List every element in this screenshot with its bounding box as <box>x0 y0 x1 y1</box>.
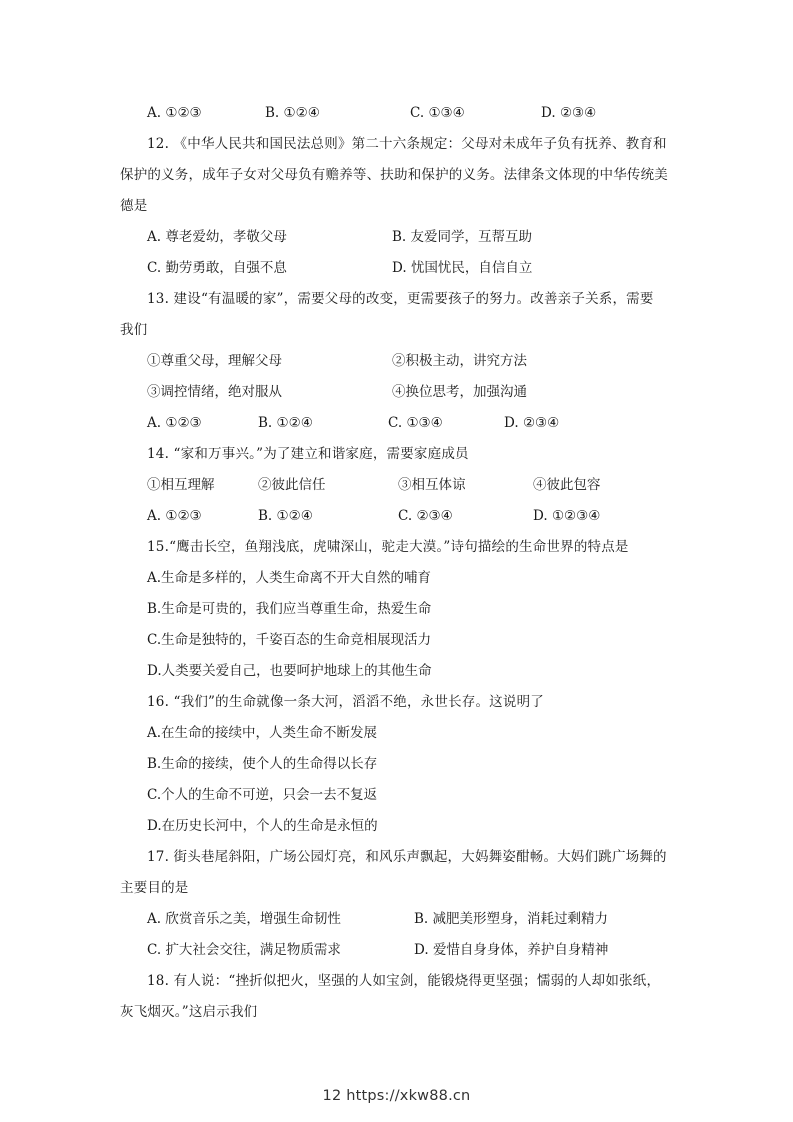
option-text: ①②③ <box>165 415 202 431</box>
option-a <box>147 227 287 247</box>
option-text: 扩大社会交往，满足物质需求 <box>165 942 341 958</box>
option-text: ①②③④ <box>551 508 601 524</box>
option-label: D. <box>533 508 548 524</box>
option-label: C. <box>147 260 162 276</box>
option-text: ①②④ <box>283 105 320 121</box>
option-text: 爱惜自身身体，养护自身精神 <box>432 942 609 958</box>
option-text: ②③④ <box>416 508 453 524</box>
option-b <box>258 506 313 526</box>
option-label: A. <box>147 105 162 121</box>
option-text: ②③④ <box>522 415 560 431</box>
question-stem: 保护的义务，成年子女对父母负有赡养等、扶助和保护的义务。法律条文体现的中华传统美 <box>120 167 668 183</box>
option-text: ①②④ <box>276 415 313 431</box>
question-stem: 18. 有人说：“挫折似把火，坚强的人如宝剑，能锻烧得更坚强；懦弱的人却如张纸， <box>147 973 661 989</box>
option-label: B. <box>392 229 407 245</box>
option-label: C. <box>410 105 425 121</box>
option-text: 忧国忧民，自信自立 <box>410 260 533 276</box>
statement-1: ①相互理解 <box>147 477 215 493</box>
option-label: C. <box>147 942 162 958</box>
option-d <box>414 940 608 960</box>
option-label: B. <box>258 508 273 524</box>
question-stem: 德是 <box>120 198 148 214</box>
option-text: ①②③ <box>165 508 202 524</box>
option-text: ②③④ <box>559 105 597 121</box>
option-b <box>414 909 608 929</box>
statement-1: ①尊重父母，理解父母 <box>147 353 282 369</box>
option-c: C.个人的生命不可逆，只会一去不复返 <box>147 787 378 803</box>
page-footer: 12 https://xkw88.cn <box>322 1088 471 1104</box>
option-label: B. <box>258 415 273 431</box>
question-stem: 16. “我们”的生命就像一条大河，滔滔不绝，永世长存。这说明了 <box>147 694 544 710</box>
option-label: D. <box>414 942 429 958</box>
option-text: 减肥美形塑身，消耗过剩精力 <box>432 911 609 927</box>
statement-4: ④彼此包容 <box>533 477 601 493</box>
question-stem: 15.“鹰击长空，鱼翔浅底，虎啸深山，驼走大漠。”诗句描绘的生命世界的特点是 <box>147 539 629 555</box>
question-stem: 14. “家和万事兴。”为了建立和谐家庭，需要家庭成员 <box>147 446 469 462</box>
statement-4: ④换位思考，加强沟通 <box>392 384 527 400</box>
question-stem: 我们 <box>120 322 148 338</box>
option-label: A. <box>147 229 162 245</box>
option-label: B. <box>414 911 429 927</box>
option-c <box>398 506 453 526</box>
question-stem: 17. 街头巷尾斜阳，广场公园灯亮，和风乐声飘起，大妈舞姿酣畅。大妈们跳广场舞的 <box>147 849 667 865</box>
option-c <box>388 413 443 433</box>
question-stem: 12. 《中华人民共和国民法总则》第二十六条规定：父母对未成年子负有抚养、教育和 <box>147 136 667 152</box>
option-a <box>147 909 341 929</box>
option-label: D. <box>541 105 556 121</box>
option-a <box>147 413 202 433</box>
option-c <box>147 940 341 960</box>
option-b <box>265 103 320 123</box>
option-text: 友爱同学，互帮互助 <box>410 229 533 245</box>
option-label: C. <box>398 508 413 524</box>
option-text: ①③④ <box>406 415 443 431</box>
option-b <box>392 227 532 247</box>
option-text: 尊老爱幼，孝敬父母 <box>165 229 287 245</box>
option-b <box>258 413 313 433</box>
option-a: A.生命是多样的，人类生命离不开大自然的哺育 <box>147 570 432 586</box>
option-d <box>392 258 532 278</box>
option-label: A. <box>147 415 162 431</box>
statement-3: ③调控情绪，绝对服从 <box>147 384 282 400</box>
option-label: B. <box>265 105 280 121</box>
statement-2: ②积极主动，讲究方法 <box>392 353 527 369</box>
option-d: D.人类要关爱自己，也要呵护地球上的其他生命 <box>147 663 432 679</box>
option-c <box>410 103 465 123</box>
statement-3: ③相互体谅 <box>398 477 466 493</box>
option-d <box>533 506 600 526</box>
option-label: D. <box>392 260 407 276</box>
option-label: A. <box>147 508 162 524</box>
option-d <box>541 103 596 123</box>
statement-2: ②彼此信任 <box>258 477 326 493</box>
option-b: B.生命是可贵的，我们应当尊重生命，热爱生命 <box>147 601 432 617</box>
option-text: ①②④ <box>276 508 313 524</box>
question-stem: 13. 建设“有温暖的家”，需要父母的改变，更需要孩子的努力。改善亲子关系，需要 <box>147 291 654 307</box>
question-stem: 主要目的是 <box>120 880 189 896</box>
option-c <box>147 258 287 278</box>
option-label: D. <box>504 415 519 431</box>
question-stem: 灰飞烟灭。”这启示我们 <box>120 1004 258 1020</box>
option-text: 欣赏音乐之美，增强生命韧性 <box>165 911 341 927</box>
option-a: A.在生命的接续中，人类生命不断发展 <box>147 725 378 741</box>
option-text: ①②③ <box>165 105 202 121</box>
option-text: ①③④ <box>428 105 465 121</box>
option-label: A. <box>147 911 162 927</box>
option-d: D.在历史长河中，个人的生命是永恒的 <box>147 818 378 834</box>
option-d <box>504 413 559 433</box>
option-a <box>147 103 202 123</box>
option-b: B.生命的接续，使个人的生命得以长存 <box>147 756 378 772</box>
option-c: C.生命是独特的，千姿百态的生命竞相展现活力 <box>147 632 432 648</box>
option-a <box>147 506 202 526</box>
option-label: C. <box>388 415 403 431</box>
option-text: 勤劳勇敢，自强不息 <box>165 260 287 276</box>
